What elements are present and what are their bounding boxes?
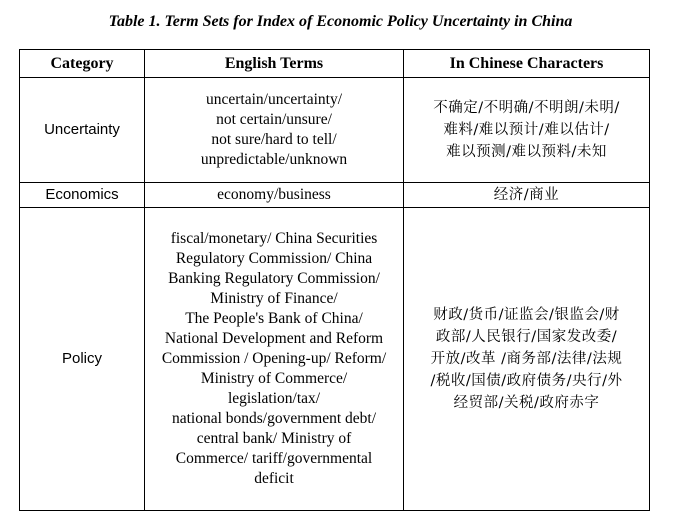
category-cell: Uncertainty: [20, 78, 145, 183]
term-line: 开放/改革 /商务部/法律/法规: [430, 351, 623, 367]
term-line: Regulatory Commission/ China: [175, 250, 373, 267]
term-line: economy/business: [217, 186, 331, 203]
term-line: The People's Bank of China/: [185, 310, 363, 327]
term-line: 经贸部/关税/政府赤字: [453, 395, 600, 411]
header-row: [20, 50, 650, 78]
header-category: Category: [20, 50, 145, 78]
category-cell: Policy: [20, 208, 145, 511]
chinese-terms-cell: [404, 78, 650, 183]
english-terms-cell: [145, 208, 404, 511]
table-row: [20, 208, 650, 511]
term-line: National Development and Reform: [164, 330, 384, 347]
english-terms-cell: [145, 78, 404, 183]
term-line: Banking Regulatory Commission/: [168, 270, 380, 287]
term-line: 难以预测/难以预料/未知: [446, 144, 607, 160]
term-line: Commerce/ tariff/governmental: [175, 450, 373, 467]
term-line: not certain/unsure/: [216, 111, 332, 128]
term-line: /税收/国债/政府债务/央行/外: [430, 373, 623, 389]
term-line: 经济/商业: [493, 187, 560, 203]
term-line: 财政/货币/证监会/银监会/财: [433, 307, 620, 323]
term-line: deficit: [254, 470, 294, 487]
table-row: [20, 78, 650, 183]
term-line: national bonds/government debt/: [171, 410, 377, 427]
chinese-terms-cell: [404, 183, 650, 208]
header-chinese-characters: In Chinese Characters: [404, 50, 650, 78]
term-line: 难料/难以预计/难以估计/: [443, 122, 610, 138]
term-line: 不确定/不明确/不明朗/未明/: [433, 100, 620, 116]
term-line: not sure/hard to tell/: [211, 131, 337, 148]
term-line: Commission / Opening-up/ Reform/: [161, 350, 387, 367]
english-terms-cell: [145, 183, 404, 208]
table-row: [20, 183, 650, 208]
header-english-terms: English Terms: [145, 50, 404, 78]
term-line: uncertain/uncertainty/: [206, 91, 342, 108]
term-line: unpredictable/unknown: [200, 151, 348, 168]
term-line: Ministry of Finance/: [210, 290, 338, 307]
term-line: fiscal/monetary/ China Securities: [170, 230, 378, 247]
term-sets-table: [19, 49, 650, 511]
term-line: legislation/tax/: [227, 390, 321, 407]
term-line: 政部/人民银行/国家发改委/: [435, 329, 618, 345]
term-line: central bank/ Ministry of: [196, 430, 352, 447]
category-cell: Economics: [20, 183, 145, 208]
table-caption: Table 1. Term Sets for Index of Economic Policy Uncertainty in China: [108, 13, 573, 30]
term-line: Ministry of Commerce/: [200, 370, 348, 387]
chinese-terms-cell: [404, 208, 650, 511]
